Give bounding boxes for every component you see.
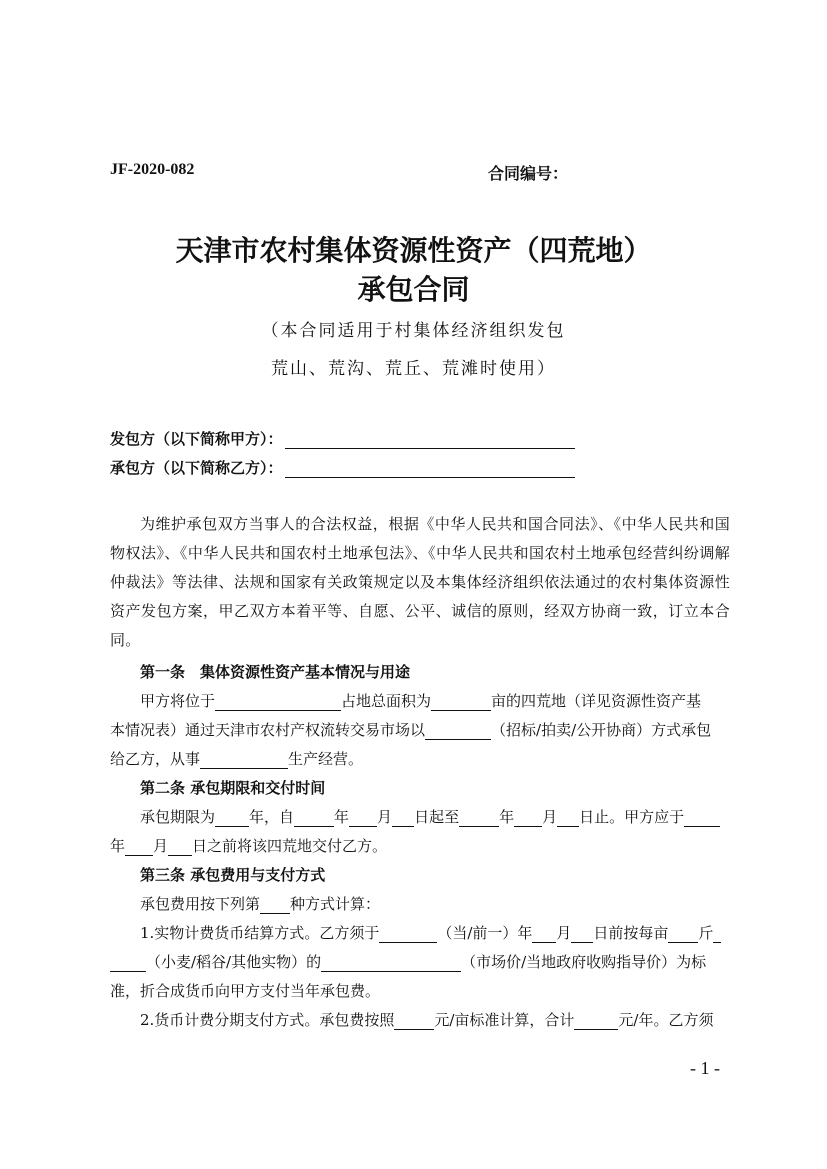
document-title-line1: 天津市农村集体资源性资产（四荒地） <box>175 234 652 267</box>
article2-text: 年，自 <box>249 808 295 826</box>
blank <box>215 695 341 711</box>
article3-line1 <box>140 893 380 914</box>
subtitle-line2: 荒山、荒沟、荒丘、荒滩时使用） <box>271 359 556 379</box>
blank <box>459 811 499 827</box>
article2-line1 <box>140 806 720 827</box>
article3-text: 元/亩标准计算，合计 <box>434 1011 575 1029</box>
article1-text: 亩的四荒地（详见资源性资产基 <box>491 692 702 710</box>
article3-heading: 第三条 承包费用与支付方式 <box>140 866 326 884</box>
article1-text: （招标/拍卖/公开协商）方式承包 <box>491 721 712 739</box>
article2-text: 年 <box>334 808 350 826</box>
party-b-label: 承包方（以下简称乙方）： <box>110 459 283 477</box>
article3-text: （小麦/稻谷/其他实物）的 <box>146 953 322 971</box>
blank <box>379 927 437 943</box>
article1-line2 <box>110 719 711 740</box>
article3-text: 日前按每亩 <box>593 924 669 942</box>
article3-method1-line2 <box>110 951 706 972</box>
article1-heading: 第一条 集体资源性资产基本情况与用途 <box>140 663 411 681</box>
blank <box>125 840 153 856</box>
article1-text: 生产经营。 <box>288 750 364 768</box>
article2-text: 月 <box>542 808 558 826</box>
blank <box>668 927 698 943</box>
blank <box>514 811 542 827</box>
blank <box>392 811 414 827</box>
article3-text: 1.实物计费货币结算方式。乙方须于 <box>140 924 380 942</box>
article2-text: 日起至 <box>414 808 460 826</box>
contract-number-label: 合同编号： <box>488 164 569 183</box>
party-b-blank <box>285 461 575 478</box>
party-a-row <box>110 428 575 449</box>
article3-text: 2.货币计费分期支付方式。承包费按照 <box>140 1011 395 1029</box>
blank <box>200 753 288 769</box>
article3-method2-line1 <box>140 1009 713 1030</box>
blank <box>532 927 556 943</box>
subtitle-line1: （本合同适用于村集体经济组织发包 <box>261 321 566 341</box>
blank <box>110 956 146 972</box>
article2-text: 日止。甲方应于 <box>579 808 685 826</box>
article3-text: 月 <box>556 924 572 942</box>
blank <box>394 1014 434 1030</box>
blank <box>168 840 192 856</box>
document-title-line2: 承包合同 <box>357 273 470 306</box>
blank <box>684 811 720 827</box>
article3-text: 准，折合成货币向甲方支付当年承包费。 <box>110 982 381 1000</box>
article3-text: 元/年。乙方须 <box>618 1011 714 1029</box>
blank <box>431 695 491 711</box>
article2-text: 月 <box>377 808 393 826</box>
article2-text: 承包期限为 <box>140 808 216 826</box>
blank <box>321 956 461 972</box>
article3-method1-line3 <box>110 980 380 1001</box>
article1-text: 占地总面积为 <box>341 692 432 710</box>
article1-line1 <box>140 690 701 711</box>
article3-method1-line1 <box>140 922 721 943</box>
blank <box>574 1014 618 1030</box>
article3-text: （当/前一）年 <box>437 924 533 942</box>
blank <box>571 927 593 943</box>
article3-text: 种方式计算： <box>290 895 381 913</box>
article2-text: 日之前将该四荒地交付乙方。 <box>192 837 388 855</box>
article3-text: （市场价/当地政府收购指导价）为标 <box>461 953 707 971</box>
article3-text: 承包费用按下列第 <box>140 895 261 913</box>
article2-text: 年 <box>110 837 126 855</box>
preamble-paragraph: 为维护承包双方当事人的合法权益，根据《中华人民共和国合同法》、《中华人民共和国物权法》、《中华人民共和国农村土地承包法》、《中华人民共和国农村土地承包经营纠纷调解仲裁法》等法律、法规和国家有关政策规定以及本集体经济组织依法通过的农村集体资源性资产发包方案，甲乙双方本着平等、自愿、公平、诚信的原则，经双方协商一致，订立本合同。 <box>110 515 730 649</box>
party-a-label: 发包方（以下简称甲方）： <box>110 430 283 448</box>
document-code: JF-2020-082 <box>110 161 195 178</box>
blank <box>425 724 491 740</box>
blank <box>349 811 377 827</box>
article1-text: 给乙方，从事 <box>110 750 201 768</box>
blank <box>713 927 721 943</box>
article3-text: 斤 <box>698 924 714 942</box>
article2-text: 月 <box>153 837 169 855</box>
article1-line3 <box>110 748 363 769</box>
blank <box>557 811 579 827</box>
page-number: - 1 - <box>690 1058 720 1078</box>
article1-text: 甲方将位于 <box>140 692 216 710</box>
blank <box>294 811 334 827</box>
article2-line2 <box>110 835 387 856</box>
blank <box>260 898 290 914</box>
article1-text: 本情况表）通过天津市农村产权流转交易市场以 <box>110 721 426 739</box>
blank <box>215 811 249 827</box>
article2-text: 年 <box>499 808 515 826</box>
party-b-row <box>110 457 575 478</box>
article2-heading: 第二条 承包期限和交付时间 <box>140 779 326 797</box>
party-a-blank <box>285 432 575 449</box>
